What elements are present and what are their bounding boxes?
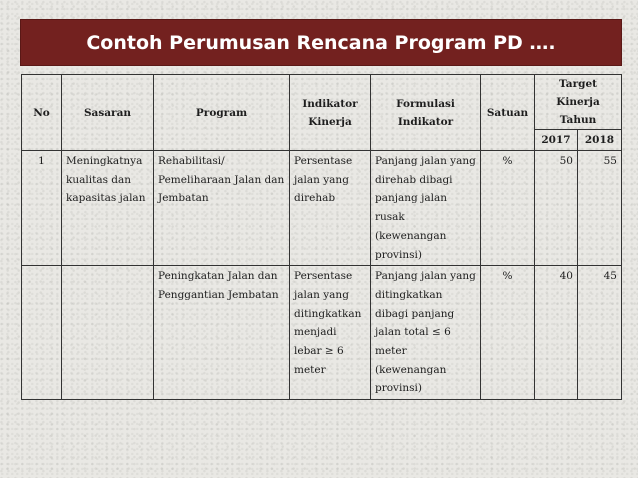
cell-satuan: % — [481, 266, 535, 400]
cell-program: Peningkatan Jalan dan Penggantian Jembatan — [154, 266, 290, 400]
cell-target-2017: 40 — [535, 266, 578, 400]
header-no: No — [22, 75, 62, 151]
cell-no — [22, 266, 62, 400]
header-indikator: Indikator Kinerja — [290, 75, 371, 151]
slide-title-bar — [21, 20, 621, 65]
header-year-2017: 2017 — [535, 130, 578, 151]
cell-program: Rehabilitasi/ Pemeliharaan Jalan dan Jembatan — [154, 151, 290, 266]
cell-sasaran — [62, 266, 154, 400]
table-row — [22, 151, 622, 266]
header-sasaran: Sasaran — [62, 75, 154, 151]
header-formulasi: Formulasi Indikator — [371, 75, 481, 151]
header-year-2018: 2018 — [578, 130, 622, 151]
header-satuan: Satuan — [481, 75, 535, 151]
header-row — [22, 75, 622, 130]
table-row — [22, 266, 622, 400]
slide-title: Contoh Perumusan Rencana Program PD …. — [86, 31, 556, 54]
program-table — [21, 74, 622, 400]
cell-formulasi: Panjang jalan yang direhab dibagi panjang jalan rusak (kewenangan provinsi) — [371, 151, 481, 266]
cell-indikator: Persentase jalan yang direhab — [290, 151, 371, 266]
cell-formulasi: Panjang jalan yang ditingkatkan dibagi panjang jalan total ≤ 6 meter (kewenangan provinsi) — [371, 266, 481, 400]
cell-target-2018: 55 — [578, 151, 622, 266]
header-target: Target Kinerja Tahun — [535, 75, 622, 130]
header-program: Program — [154, 75, 290, 151]
cell-sasaran: Meningkatnya kualitas dan kapasitas jalan — [62, 151, 154, 266]
cell-no: 1 — [22, 151, 62, 266]
cell-target-2018: 45 — [578, 266, 622, 400]
cell-satuan: % — [481, 151, 535, 266]
cell-indikator: Persentase jalan yang ditingkatkan menjadi lebar ≥ 6 meter — [290, 266, 371, 400]
cell-target-2017: 50 — [535, 151, 578, 266]
